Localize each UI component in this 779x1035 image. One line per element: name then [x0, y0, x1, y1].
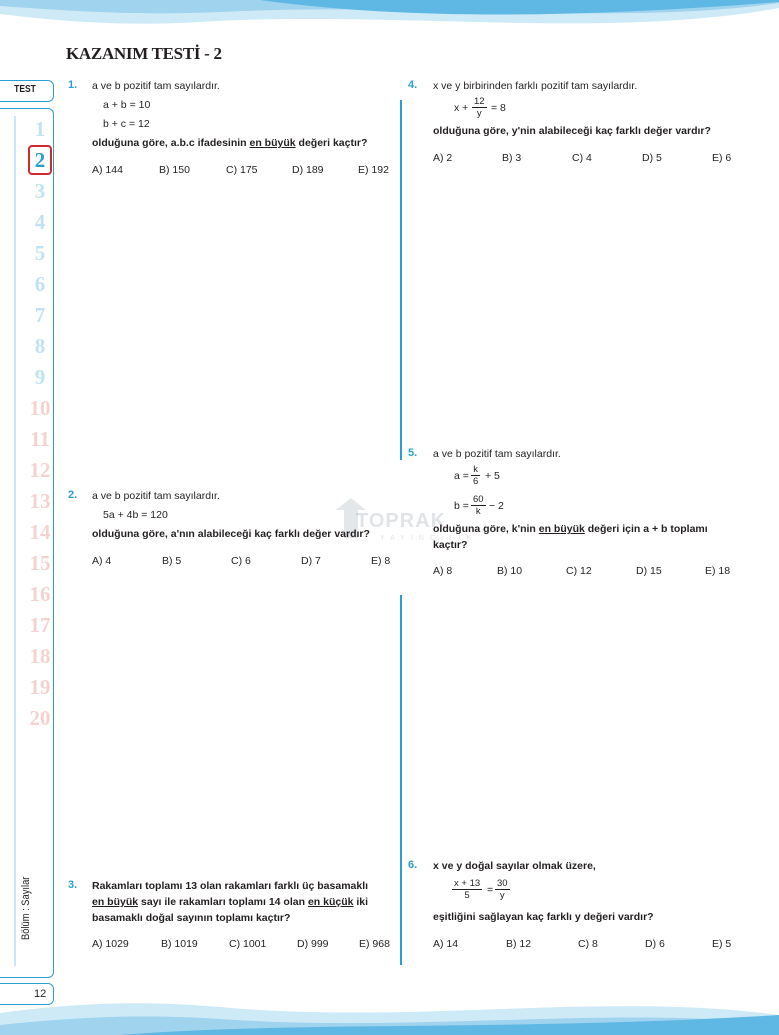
q3-choice-d[interactable]: D) 999: [297, 938, 329, 950]
section-label: Bölüm : Sayılar: [20, 876, 32, 940]
q2-equation: 5a + 4b = 120: [103, 509, 168, 521]
test-number-9[interactable]: 9: [34, 365, 46, 389]
test-number-19[interactable]: 19: [29, 675, 51, 699]
test-number-6[interactable]: 6: [34, 272, 46, 296]
q3-emphasis-1: en büyük: [92, 896, 139, 908]
test-number-7[interactable]: 7: [34, 303, 46, 327]
q4-frac-num: 12: [474, 96, 485, 107]
q1-prompt: olduğuna göre, a.b.c ifadesinin en büyük değeri kaçtır?: [92, 137, 368, 149]
q5-eq1-fraction: [471, 464, 480, 487]
q5-eq1-num: k: [473, 464, 479, 475]
q5-eq2-num: 60: [473, 494, 484, 505]
rail-inner-line: [14, 116, 16, 966]
q4-choice-e[interactable]: E) 6: [712, 152, 732, 164]
watermark-sub: YAYINCILIK: [380, 535, 478, 542]
q1-choice-c[interactable]: C) 175: [226, 164, 258, 176]
q6-rhs-num: 30: [497, 878, 508, 889]
q4-prompt: olduğuna göre, y'nin alabileceği kaç farklı değer vardır?: [433, 125, 711, 137]
q5-choice-b[interactable]: B) 10: [497, 565, 523, 577]
q5-eq2-left: b =: [454, 500, 469, 512]
q1-intro: a ve b pozitif tam sayılardır.: [92, 80, 220, 92]
q6-lhs-num: x + 13: [454, 878, 481, 889]
test-number-17[interactable]: 17: [29, 613, 51, 637]
q4-frac-den: y: [476, 108, 482, 119]
q3-line-1: Rakamları toplamı 13 olan rakamları farklı üç basamaklı: [92, 880, 369, 892]
q6-intro: x ve y doğal sayılar olmak üzere,: [433, 860, 596, 872]
q4-choice-b[interactable]: B) 3: [502, 152, 522, 164]
q4-eq-right: = 8: [491, 102, 506, 114]
q5-eq1-den: 6: [473, 476, 479, 487]
bottom-wave-decoration: [0, 985, 779, 1035]
q2-choice-b[interactable]: B) 5: [162, 555, 182, 567]
q1-equation-2: b + c = 12: [103, 118, 150, 130]
q5-eq1-right: + 5: [485, 470, 500, 482]
q4-choice-d[interactable]: D) 5: [642, 152, 662, 164]
q2-choice-a[interactable]: A) 4: [92, 555, 112, 567]
page-number: 12: [34, 988, 47, 1000]
q1-choice-d[interactable]: D) 189: [292, 164, 324, 176]
q6-choice-e[interactable]: E) 5: [712, 938, 732, 950]
q6-rhs-fraction: [495, 878, 510, 901]
q5-choice-d[interactable]: D) 15: [636, 565, 662, 577]
q4-fraction: [472, 96, 487, 119]
column-divider-bottom: [400, 595, 402, 965]
q5-choice-c[interactable]: C) 12: [566, 565, 592, 577]
test-number-8[interactable]: 8: [34, 334, 46, 358]
q3-choice-b[interactable]: B) 1019: [161, 938, 198, 950]
q2-number: 2.: [68, 489, 78, 501]
q3-number: 3.: [68, 879, 78, 891]
q3-choice-e[interactable]: E) 968: [359, 938, 390, 950]
test-label: TEST: [14, 84, 36, 95]
q6-choice-a[interactable]: A) 14: [433, 938, 459, 950]
q4-intro: x ve y birbirinden farklı pozitif tam sayılardır.: [433, 80, 638, 92]
q5-eq2-right: − 2: [489, 500, 504, 512]
q1-choice-e[interactable]: E) 192: [358, 164, 389, 176]
test-number-3[interactable]: 3: [34, 179, 46, 203]
q1-equation-1: a + b = 10: [103, 99, 151, 111]
test-number-18[interactable]: 18: [29, 644, 51, 668]
q2-intro: a ve b pozitif tam sayılardır.: [92, 490, 220, 502]
test-number-5[interactable]: 5: [34, 241, 46, 265]
q5-eq2-fraction: [471, 494, 486, 517]
q1-choice-a[interactable]: A) 144: [92, 164, 123, 176]
q5-prompt-line-2: kaçtır?: [433, 539, 468, 551]
q5-number: 5.: [408, 447, 418, 459]
q5-eq1-left: a =: [454, 470, 469, 482]
q4-eq-left: x +: [454, 102, 469, 114]
test-number-13[interactable]: 13: [29, 489, 51, 513]
q6-rhs-den: y: [499, 890, 505, 901]
q5-prompt: olduğuna göre, k'nin en büyük değeri için a + b toplamı: [433, 523, 708, 535]
q6-lhs-fraction: [452, 878, 482, 901]
q2-choice-c[interactable]: C) 6: [231, 555, 251, 567]
column-divider-top: [400, 100, 402, 460]
test-number-15[interactable]: 15: [29, 551, 51, 575]
q4-number: 4.: [408, 79, 418, 91]
q6-choice-c[interactable]: C) 8: [578, 938, 598, 950]
q4-choice-c[interactable]: C) 4: [572, 152, 592, 164]
test-number-20[interactable]: 20: [29, 706, 51, 730]
q1-number: 1.: [68, 79, 78, 91]
test-number-16[interactable]: 16: [29, 582, 51, 606]
q5-emphasis: en büyük: [538, 523, 585, 535]
q6-eq-sign: =: [487, 884, 494, 896]
test-number-2[interactable]: 2: [34, 148, 46, 172]
q2-choice-d[interactable]: D) 7: [301, 555, 321, 567]
q3-choice-a[interactable]: A) 1029: [92, 938, 129, 950]
q3-emphasis-2: en küçük: [307, 896, 354, 908]
q5-eq2-den: k: [475, 506, 481, 517]
q6-lhs-den: 5: [464, 890, 470, 901]
q2-choice-e[interactable]: E) 8: [371, 555, 391, 567]
q6-prompt: eşitliğini sağlayan kaç farklı y değeri vardır?: [433, 911, 654, 923]
q3-line-3: basamaklı doğal sayının toplamı kaçtır?: [92, 912, 291, 924]
q3-choice-c[interactable]: C) 1001: [229, 938, 267, 950]
test-number-10[interactable]: 10: [29, 396, 51, 420]
test-number-1[interactable]: 1: [34, 117, 46, 141]
q1-emphasis: en büyük: [249, 137, 296, 149]
test-number-11[interactable]: 11: [30, 427, 50, 451]
page-title: KAZANIM TESTİ - 2: [66, 44, 222, 63]
watermark-brand: TOPRAK: [356, 510, 447, 532]
q6-number: 6.: [408, 859, 418, 871]
q6-choice-d[interactable]: D) 6: [645, 938, 665, 950]
q5-choice-e[interactable]: E) 18: [705, 565, 731, 577]
top-wave-decoration: [0, 0, 779, 48]
q6-choice-b[interactable]: B) 12: [506, 938, 532, 950]
q1-choice-b[interactable]: B) 150: [159, 164, 190, 176]
test-number-4[interactable]: 4: [34, 210, 46, 234]
q3-line-2: en büyük sayı ile rakamları toplamı 14 olan en küçük iki: [92, 896, 369, 908]
q4-choice-a[interactable]: A) 2: [433, 152, 453, 164]
q5-intro: a ve b pozitif tam sayılardır.: [433, 448, 561, 460]
test-number-14[interactable]: 14: [29, 520, 51, 544]
q2-prompt: olduğuna göre, a'nın alabileceği kaç farklı değer vardır?: [92, 528, 370, 540]
test-number-12[interactable]: 12: [29, 458, 51, 482]
q5-choice-a[interactable]: A) 8: [433, 565, 453, 577]
